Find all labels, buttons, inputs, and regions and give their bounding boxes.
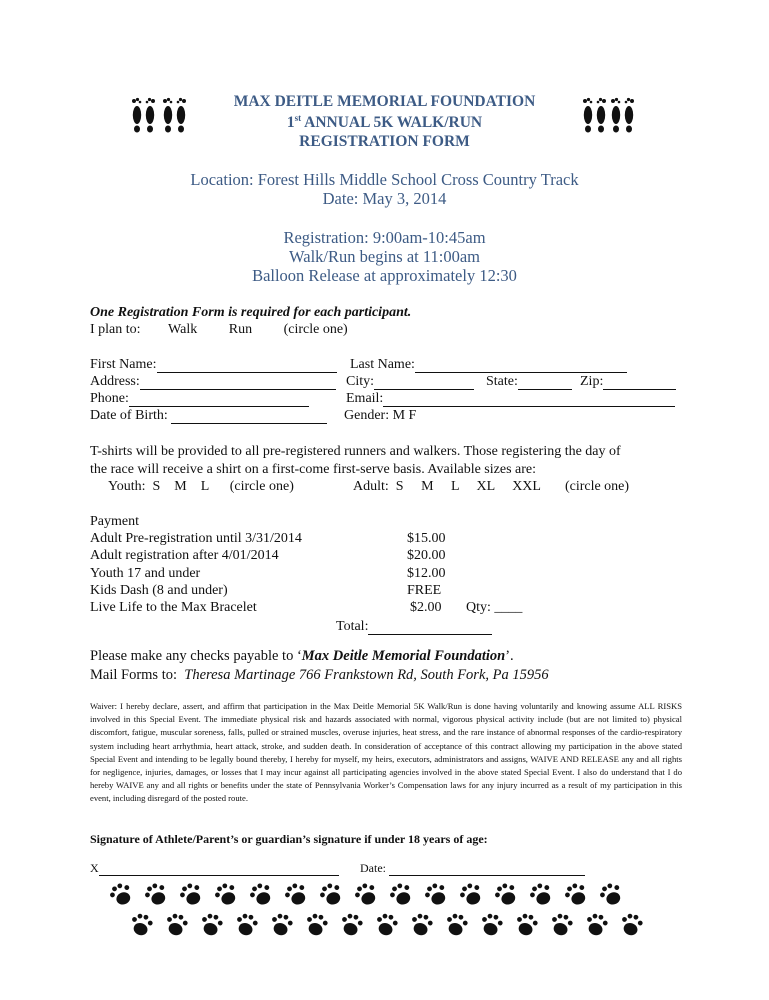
event-date: Date: May 3, 2014 xyxy=(322,189,447,208)
address-field[interactable]: Address: xyxy=(90,374,336,390)
checks-payable: Please make any checks payable to ‘Max Deitle Memorial Foundation’. xyxy=(90,648,514,664)
paw-print-icon xyxy=(474,908,507,941)
payment-item-label: Adult registration after 4/01/2014 xyxy=(90,548,279,563)
phone-field[interactable]: Phone: xyxy=(90,391,309,407)
waiver-text: Waiver: I hereby declare, assert, and affirm that participation in the Max Deitle Memorial 5K Walk/Run is done having voluntarily and knowing assume ALL RISKS involved in this Special Event. The immediate physical risk and hazards associated with normal, vigorous physical activity include (but are not limited to) physical discomfort, fatigue, muscular soreness, falls, pulled or strained muscles, overuse injuries, heat stress, and the rare instance of abnormal responses of the cardio-respiratory system including heart arrhythmia, heart attack, stroke, and sudden death. In consideration of acceptance of this contract allowing my participation in the above stated Special Event and intending to be legally bound thereby, I hereby for myself, my heirs, executors, administrators and assigns, WAIVE AND RELEASE any and all rights for negligence, injuries, damages, or losses that I may incur against all participating agencies involved in the above stated Special Event. I also do understand that I do hereby WAIVE any and all rights or benefits under the state of Pennsylvania Worker’s Compensation laws for any injury incurred as a result of my participation in this event, including disregard of the posted route. xyxy=(90,701,682,804)
required-note: One Registration Form is required for each participant. xyxy=(90,305,412,320)
paw-print-icon xyxy=(419,878,452,911)
paw-print-icon xyxy=(489,878,522,911)
payment-item-label: Youth 17 and under xyxy=(90,566,201,581)
paw-print-icon xyxy=(139,878,172,911)
paw-print-icon xyxy=(454,878,487,911)
tshirt-line-1: T-shirts will be provided to all pre-registered runners and walkers. Those registering the day of xyxy=(90,444,621,459)
event-location: Location: Forest Hills Middle School Cross Country Track xyxy=(190,170,579,189)
city-field[interactable]: City: xyxy=(346,374,474,390)
mail-forms: Mail Forms to: Theresa Martinage 766 Frankstown Rd, South Fork, Pa 15956 xyxy=(90,667,549,683)
date-field[interactable]: Date: xyxy=(360,861,585,876)
paw-print-icon xyxy=(614,908,647,941)
zip-field[interactable]: Zip: xyxy=(580,374,676,390)
payment-item-label: Kids Dash (8 and under) xyxy=(90,583,228,598)
paw-print-icon xyxy=(544,908,577,941)
state-field[interactable]: State: xyxy=(486,374,572,390)
paw-print-icon xyxy=(404,908,437,941)
payment-item-price: FREE xyxy=(407,583,442,598)
paw-print-icon xyxy=(244,878,277,911)
dob-field[interactable]: Date of Birth: xyxy=(90,408,327,424)
paw-print-icon xyxy=(369,908,402,941)
plan-run-option[interactable]: Run xyxy=(228,322,253,337)
title-line-3: REGISTRATION FORM xyxy=(299,133,470,150)
paw-print-icon xyxy=(384,878,417,911)
paw-print-icon xyxy=(559,878,592,911)
payment-item-price: $12.00 xyxy=(407,566,446,581)
payment-item-price: $15.00 xyxy=(407,531,446,546)
signature-field[interactable]: X xyxy=(90,861,339,876)
paw-print-icon xyxy=(124,908,157,941)
paw-print-icon xyxy=(349,878,382,911)
gender-field[interactable]: Gender: M F xyxy=(344,408,417,423)
title-line-2: 1st ANNUAL 5K WALK/RUN xyxy=(286,113,483,132)
paw-print-icon xyxy=(104,878,137,911)
total-field[interactable]: Total: xyxy=(336,619,492,635)
email-field[interactable]: Email: xyxy=(346,391,675,407)
paw-print-icon xyxy=(439,908,472,941)
start-time: Walk/Run begins at 11:00am xyxy=(289,247,480,266)
payment-item-price: $20.00 xyxy=(407,548,446,563)
first-name-field[interactable]: First Name: xyxy=(90,357,337,373)
paw-print-icon xyxy=(159,908,192,941)
paw-print-icon xyxy=(334,908,367,941)
plan-circle-note: (circle one) xyxy=(283,322,348,337)
payment-item-label: Adult Pre-registration until 3/31/2014 xyxy=(90,531,302,546)
paw-print-icon xyxy=(229,908,262,941)
paw-print-icon xyxy=(314,878,347,911)
paw-print-icon xyxy=(509,908,542,941)
paw-print-icon xyxy=(174,878,207,911)
balloon-release: Balloon Release at approximately 12:30 xyxy=(252,266,517,285)
title-line-1: MAX DEITLE MEMORIAL FOUNDATION xyxy=(233,93,536,110)
paw-print-icon xyxy=(299,908,332,941)
plan-label: I plan to: xyxy=(90,322,141,337)
payment-heading: Payment xyxy=(90,514,139,529)
plan-walk-option[interactable]: Walk xyxy=(168,322,198,337)
registration-time: Registration: 9:00am-10:45am xyxy=(283,228,486,247)
paw-print-icon xyxy=(524,878,557,911)
bracelet-qty-field[interactable]: Qty: ____ xyxy=(466,600,523,615)
paw-print-icon xyxy=(279,878,312,911)
paw-print-icon xyxy=(194,908,227,941)
payment-item-price: $2.00 xyxy=(410,600,442,615)
last-name-field[interactable]: Last Name: xyxy=(350,357,627,373)
plan-row xyxy=(90,322,348,338)
payment-item-label: Live Life to the Max Bracelet xyxy=(90,600,257,615)
paw-print-icon xyxy=(264,908,297,941)
paw-print-icon xyxy=(579,908,612,941)
paw-print-icon xyxy=(594,878,627,911)
signature-heading: Signature of Athlete/Parent’s or guardian’s signature if under 18 years of age: xyxy=(90,832,488,846)
adult-sizes[interactable]: Adult: S M L XL XXL (circle one) xyxy=(353,479,630,494)
paw-print-icon xyxy=(209,878,242,911)
tshirt-line-2: the race will receive a shirt on a first-come first-serve basis. Available sizes are: xyxy=(90,462,536,477)
youth-sizes[interactable]: Youth: S M L (circle one) xyxy=(108,479,294,494)
